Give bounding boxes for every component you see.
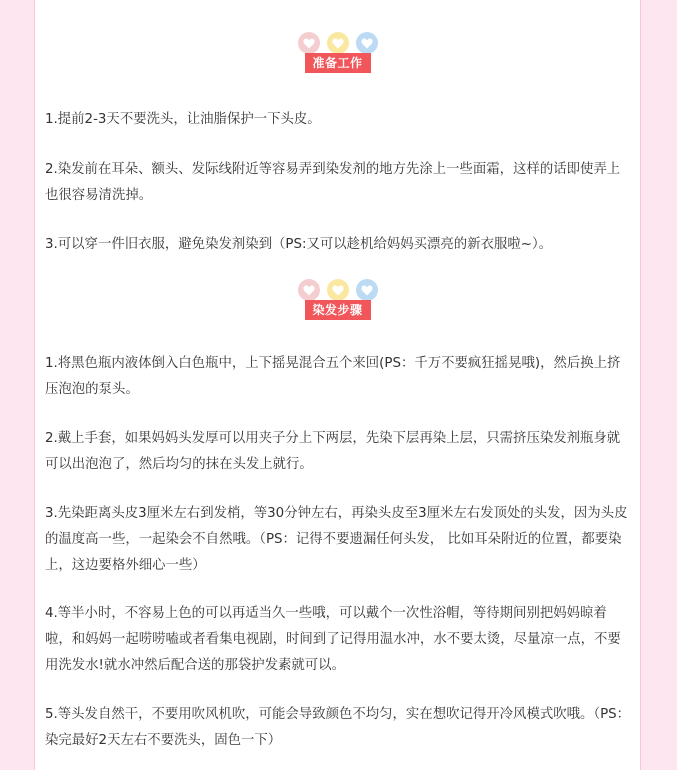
step-item-1: 1.将黑色瓶内液体倒入白色瓶中，上下摇晃混合五个来回(PS：千万不要疯狂摇晃哦)，然后换上挤压泡泡的泵头。 (45, 356, 621, 397)
article-card (34, 0, 641, 770)
prep-item-3: 3.可以穿一件旧衣服，避免染发剂染到（PS:又可以趁机给妈妈买漂亮的新衣服啦~）。 (45, 237, 553, 252)
heart-icon (356, 279, 378, 301)
step-item-5: 5.等头发自然干，不要用吹风机吹，可能会导致颜色不均匀，实在想吹记得开冷风模式吹哦。（PS：染完最好2天左右不要洗头，固色一下） (45, 707, 631, 748)
prep-item-2: 2.染发前在耳朵、额头、发际线附近等容易弄到染发剂的地方先涂上一些面霜，这样的话即使弄上也很容易清洗掉。 (45, 162, 621, 203)
step-item-4: 4.等半小时，不容易上色的可以再适当久一些哦，可以戴个一次性浴帽，等待期间别把妈妈晾着啦，和妈妈一起唠唠嗑或者看集电视剧，时间到了记得用温水冲，水不要太烫，尽量凉一点，不要用洗发水!就水冲然后配合送的那袋护发素就可以。 (45, 606, 621, 673)
heart-decoration (298, 32, 378, 54)
heart-icon (298, 279, 320, 301)
heart-icon (298, 32, 320, 54)
section-header-prep (35, 32, 640, 78)
section-header-steps (35, 279, 640, 325)
heart-icon (327, 32, 349, 54)
heart-icon (356, 32, 378, 54)
step-item-3: 3.先染距离头皮3厘米左右到发梢，等30分钟左右，再染头皮至3厘米左右发顶处的头发，因为头皮的温度高一些，一起染会不自然哦。（PS：记得不要遗漏任何头发， 比如耳朵附近的位置，都要染上，这边要格外细心一些） (45, 506, 628, 573)
heart-decoration (298, 279, 378, 301)
prep-item-1: 1.提前2-3天不要洗头，让油脂保护一下头皮。 (45, 112, 321, 127)
section-title-badge: 染发步骤 (304, 300, 370, 320)
heart-icon (327, 279, 349, 301)
section-title-badge: 准备工作 (304, 53, 370, 73)
step-item-2: 2.戴上手套，如果妈妈头发厚可以用夹子分上下两层，先染下层再染上层，只需挤压染发剂瓶身就可以出泡泡了，然后均匀的抹在头发上就行。 (45, 431, 621, 472)
